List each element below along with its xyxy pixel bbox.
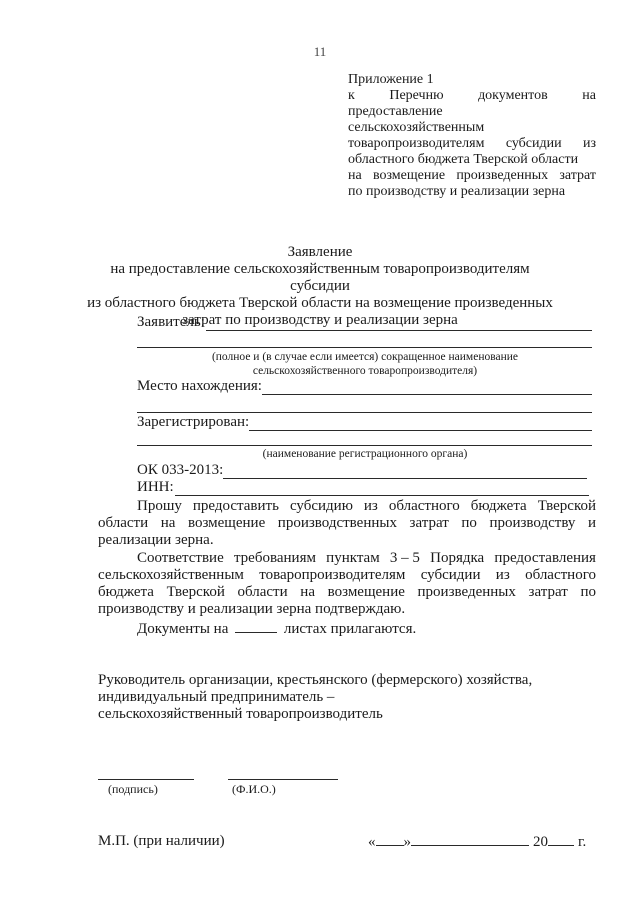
paragraph-line: [98, 584, 596, 601]
paragraph-line: [98, 498, 596, 515]
word: производству: [489, 515, 576, 531]
word: возмещение: [187, 515, 266, 531]
name-field-line[interactable]: [228, 779, 338, 780]
word: Соответствие: [137, 550, 224, 566]
okved-label: ОК 033-2013:: [137, 462, 224, 478]
title-line: затрат по производству и реализации зерна: [182, 312, 458, 328]
documents-count-before: Документы на: [137, 621, 229, 637]
date-year-field[interactable]: [548, 833, 574, 846]
confirmation-paragraph: [98, 550, 596, 618]
name-caption: (Ф.И.О.): [232, 782, 276, 796]
location-label: Место нахождения:: [137, 378, 262, 394]
location-field-line-2[interactable]: [137, 412, 592, 413]
appendix-word: к: [348, 88, 355, 103]
word: произведенных: [417, 584, 516, 600]
appendix-header: [348, 72, 596, 200]
word: на: [160, 515, 176, 531]
okved-field-line[interactable]: [223, 478, 587, 479]
registered-field-line[interactable]: [249, 430, 592, 431]
paragraph-line: [98, 515, 596, 532]
signature-field-line[interactable]: [98, 779, 194, 780]
signature-caption: (подпись): [108, 782, 158, 796]
signatory-line: сельскохозяйственный товаропроизводитель: [98, 706, 383, 722]
documents-count-field[interactable]: [235, 620, 277, 633]
title-heading: Заявление: [287, 244, 353, 260]
word: сельскохозяйственным: [98, 567, 244, 583]
appendix-word: на: [348, 168, 362, 183]
word: пунктам: [326, 550, 380, 566]
word: субсидию: [289, 498, 353, 514]
appendix-word: из: [582, 136, 596, 151]
word: требованиям: [233, 550, 316, 566]
appendix-line-7: [348, 168, 596, 184]
appendix-word: затрат: [559, 168, 596, 183]
word: товаропроизводителям: [259, 567, 406, 583]
word: области: [98, 515, 149, 531]
word: по: [461, 515, 477, 531]
word: бюджета: [470, 498, 527, 514]
date-year-suffix: г.: [578, 834, 587, 850]
word: областного: [388, 498, 460, 514]
word: Тверской: [166, 584, 225, 600]
registered-field-line-2[interactable]: [137, 445, 592, 446]
inn-label: ИНН:: [137, 479, 174, 495]
inn-field-line[interactable]: [175, 495, 589, 496]
date-month-field[interactable]: [411, 833, 529, 846]
word: предоставить: [192, 498, 279, 514]
date-day-field[interactable]: [376, 833, 404, 846]
word: производственных: [277, 515, 397, 531]
word: на: [300, 584, 315, 600]
page-number: 11: [313, 44, 327, 59]
word: субсидии: [420, 567, 481, 583]
signatory-line: индивидуальный предприниматель –: [98, 689, 335, 705]
appendix-line-8: по производству и реализации зерна: [348, 184, 566, 199]
word: 3 – 5: [389, 550, 420, 566]
appendix-word: произведенных: [456, 168, 549, 183]
word: Порядка: [430, 550, 485, 566]
signatory-line: Руководитель организации, крестьянского (фермерского) хозяйства,: [98, 672, 533, 688]
paragraph-line: [98, 550, 596, 567]
applicant-caption-2: сельскохозяйственного товаропроизводителя): [252, 365, 478, 377]
appendix-word: товаропроизводителям: [348, 136, 485, 151]
appendix-word: возмещение: [372, 168, 446, 183]
applicant-field-line[interactable]: [206, 330, 592, 331]
title-line: на предоставление сельскохозяйственным товаропроизводителям субсидии: [110, 261, 530, 294]
applicant-caption-1: (полное и (в случае если имеется) сокращенное наименование: [211, 351, 519, 363]
word: по: [580, 584, 596, 600]
registered-label: Зарегистрирован:: [137, 414, 250, 430]
word: затрат: [409, 515, 449, 531]
date-year-prefix: 20: [533, 834, 548, 850]
appendix-line-3: предоставление: [348, 104, 443, 119]
appendix-word: на: [582, 88, 596, 103]
appendix-word: субсидии: [505, 136, 562, 151]
registered-caption: (наименование регистрационного органа): [262, 448, 468, 460]
applicant-label: Заявитель:: [137, 314, 205, 330]
appendix-line-5: [348, 136, 596, 152]
appendix-title: Приложение 1: [348, 72, 434, 87]
date-open-quote: «: [368, 834, 376, 850]
appendix-line-6: областного бюджета Тверской области: [348, 152, 579, 167]
applicant-field-line-2[interactable]: [137, 347, 592, 348]
word: затрат: [528, 584, 568, 600]
appendix-line-2: [348, 88, 596, 104]
word: предоставления: [494, 550, 596, 566]
word: возмещение: [327, 584, 405, 600]
appendix-word: документов: [478, 88, 548, 103]
word: области: [237, 584, 288, 600]
request-paragraph: [98, 498, 596, 549]
date-line: [368, 833, 586, 851]
word: бюджета: [98, 584, 154, 600]
location-field-line[interactable]: [262, 394, 592, 395]
word: из: [495, 567, 510, 583]
documents-count-after: листах прилагаются.: [283, 621, 417, 637]
paragraph-line: реализации зерна.: [98, 532, 214, 548]
appendix-word: Перечню: [389, 88, 444, 103]
documents-count-line: [137, 620, 416, 638]
paragraph-line: [98, 567, 596, 584]
word: Прошу: [137, 498, 182, 514]
word: областного: [525, 567, 596, 583]
stamp-label: М.П. (при наличии): [98, 833, 225, 849]
date-close-quote: »: [403, 834, 411, 850]
appendix-line-4: сельскохозяйственным: [348, 120, 485, 135]
signatory-block: [98, 672, 598, 723]
paragraph-line: производству и реализации зерна подтверждаю.: [98, 601, 406, 617]
word: из: [363, 498, 378, 514]
title-line: из областного бюджета Тверской области на возмещение произведенных: [87, 295, 553, 311]
word: и: [587, 515, 596, 531]
word: Тверской: [537, 498, 596, 514]
